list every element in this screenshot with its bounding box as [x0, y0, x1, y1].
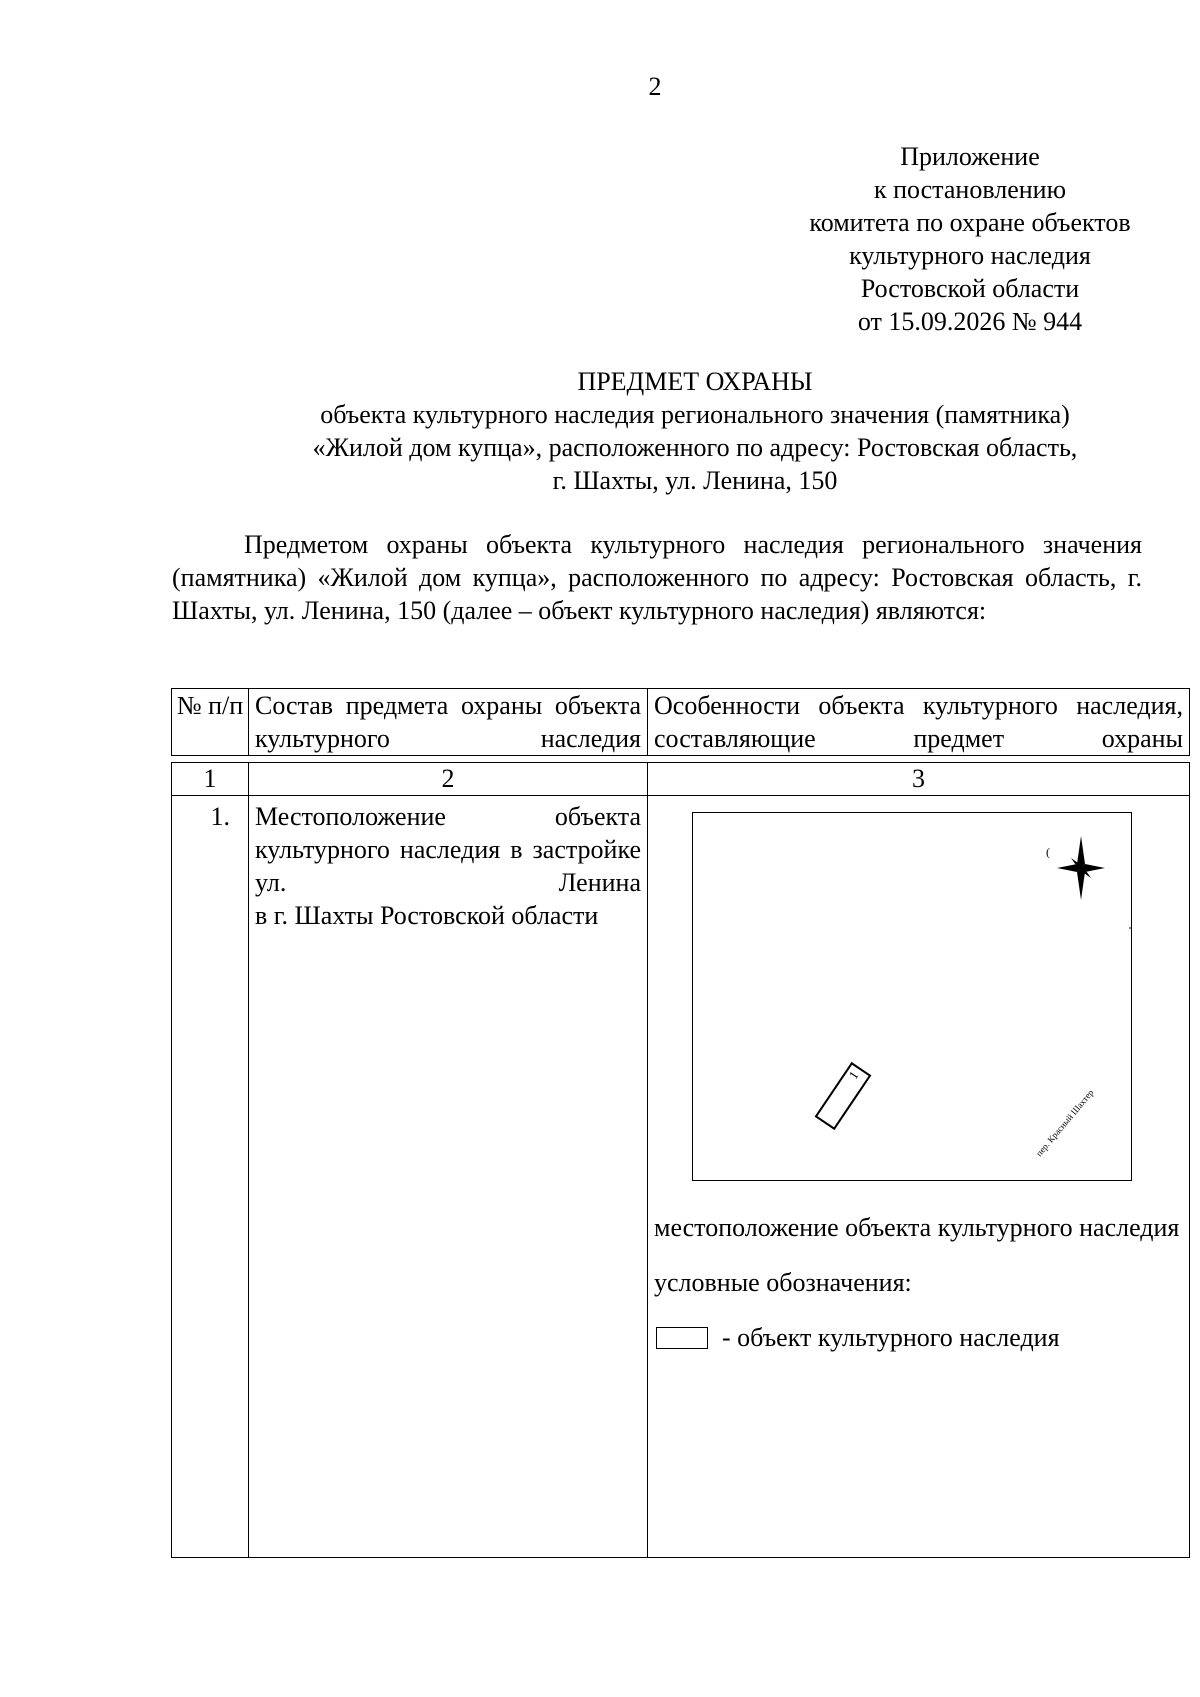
appendix-line: к постановлению	[873, 175, 1067, 204]
appendix-line: комитета по охране объектов	[809, 208, 1131, 237]
appendix-line: от 15.09.2026 № 944	[857, 307, 1083, 336]
document-title	[180, 365, 1200, 497]
legend-title: условные обозначения:	[654, 1268, 912, 1297]
legend-item	[654, 1321, 1183, 1354]
protection-table	[171, 688, 1183, 1558]
column-number: 1	[172, 763, 249, 796]
title-line: объекта культурного наследия регионального значения (памятника)	[320, 400, 1070, 429]
appendix-line: культурного наследия	[849, 241, 1091, 270]
intro-paragraph: Предметом охраны объекта культурного наследия регионального значения (памятника) «Жилой дом купца», расположенного по адресу: Ростовская область, г. Шахты, ул. Ленина, 150 (далее – объект культурного наследия) являются:	[172, 530, 1142, 625]
page-number: 2	[648, 72, 662, 101]
building-label: 1	[845, 1068, 862, 1082]
legend-rectangle-icon	[656, 1327, 708, 1349]
building-shape	[816, 1063, 870, 1128]
title-heading: ПРЕДМЕТ ОХРАНЫ	[577, 367, 813, 396]
features-text: местоположение объекта культурного наследия	[654, 1213, 1180, 1242]
composition-text-last: в г. Шахты Ростовской области	[255, 901, 599, 930]
header-number: № п/п	[172, 689, 249, 756]
row-composition	[249, 796, 648, 1558]
header-features: Особенности объекта культурного наследия, составляющие предмет охраны	[648, 689, 1190, 756]
title-line: г. Шахты, ул. Ленина, 150	[552, 466, 838, 495]
table-header-row	[172, 689, 1190, 756]
map-drawing	[693, 813, 1131, 1180]
column-number-row	[172, 763, 1190, 796]
appendix-line: Ростовской области	[860, 274, 1080, 303]
appendix-block	[760, 140, 1180, 338]
compass-icon	[1057, 836, 1105, 900]
row-features	[648, 796, 1190, 1558]
appendix-line: Приложение	[900, 142, 1040, 171]
composition-text: Местоположение объекта культурного наследия в застройке ул. Ленина	[255, 802, 641, 897]
row-number: 1.	[172, 796, 249, 1558]
column-number: 2	[249, 763, 648, 796]
legend-item-label: - объект культурного наследия	[722, 1323, 1060, 1352]
street-label: пер. Красный Шахтер	[1033, 1087, 1096, 1159]
location-map	[692, 812, 1132, 1181]
table-row	[172, 796, 1190, 1558]
svg-text:(: (	[1046, 845, 1050, 859]
header-composition: Состав предмета охраны объекта культурного наследия	[249, 689, 648, 756]
column-number: 3	[648, 763, 1190, 796]
title-line: «Жилой дом купца», расположенного по адресу: Ростовская область,	[312, 433, 1078, 462]
